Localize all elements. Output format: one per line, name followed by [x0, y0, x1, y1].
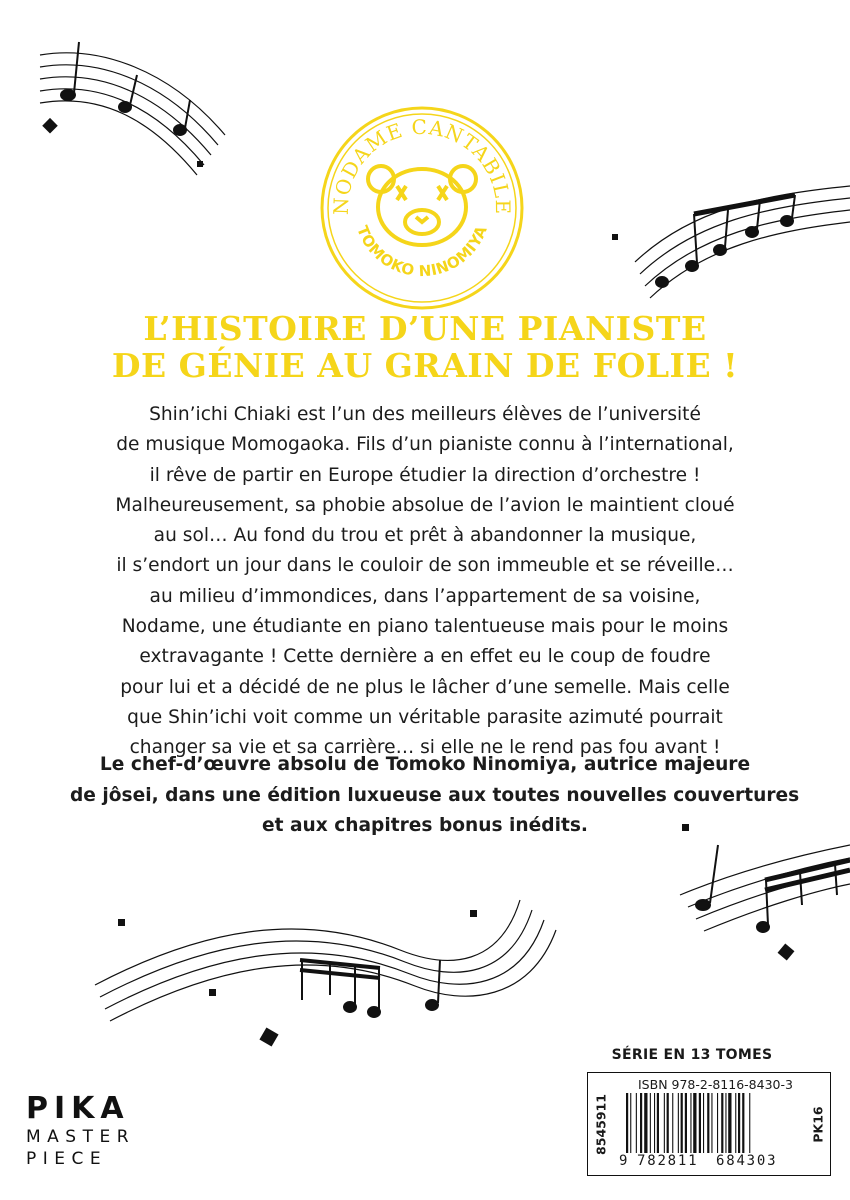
series-logo	[318, 104, 526, 312]
tagline-line: Le chef-d’œuvre absolu de Tomoko Ninomiya, autrice majeure	[99, 754, 751, 775]
synopsis-line: il s’endort un jour dans le couloir de son immeuble et se réveille…	[116, 555, 734, 577]
series-count: SÉRIE EN 13 TOMES	[611, 1047, 773, 1063]
publisher-collection-line-2: PIECE	[26, 1149, 108, 1169]
publisher-collection-line-1: MASTER	[26, 1127, 136, 1147]
synopsis-line: Nodame, une étudiante en piano talentueuse mais pour le moins	[121, 616, 729, 638]
synopsis-line: pour lui et a décidé de ne plus le lâcher d’une semelle. Mais celle	[120, 676, 730, 698]
barcode-box	[587, 1072, 831, 1176]
barcode-digit-first: 9	[619, 1153, 628, 1169]
synopsis-line: changer sa vie et sa carrière… si elle ne le rend pas fou avant !	[129, 737, 721, 759]
synopsis-line: Shin’ichi Chiaki est l’un des meilleurs élèves de l’université	[149, 404, 701, 425]
teddy-bear-emblem-icon	[318, 104, 526, 312]
headline-line-1: L’HISTOIRE D’UNE PIANISTE	[143, 309, 707, 348]
isbn-text: ISBN 978-2-8116-8430-3	[638, 1077, 793, 1092]
tagline	[70, 750, 800, 842]
logo-author: TOMOKO NINOMIYA	[353, 223, 491, 281]
synopsis-line: au sol… Au fond du trou et prêt à abandonner la musique,	[153, 525, 697, 547]
synopsis-line: Malheureusement, sa phobie absolue de l’avion le maintient cloué	[115, 494, 735, 516]
synopsis-line: que Shin’ichi voit comme un véritable parasite azimuté pourrait	[127, 706, 723, 728]
synopsis-line: de musique Momogaoka. Fils d’un pianiste connu à l’international,	[116, 434, 734, 456]
tagline-line: de jôsei, dans une édition luxueuse aux toutes nouvelles couvertures	[70, 784, 800, 806]
synopsis-line: il rêve de partir en Europe étudier la direction d’orchestre !	[149, 464, 701, 486]
headline-line-2: DE GÉNIE AU GRAIN DE FOLIE !	[111, 346, 739, 385]
publisher-name: PIKA	[26, 1091, 130, 1126]
logo-series-title: NODAME CANTABILE	[328, 114, 516, 216]
barcode-digit-group-1: 782811	[637, 1153, 699, 1169]
barcode-left-code: 8545911	[593, 1094, 609, 1155]
synopsis-line: extravagante ! Cette dernière a en effet eu le coup de foudre	[139, 646, 711, 668]
barcode-icon	[626, 1093, 786, 1155]
barcode-digit-group-2: 684303	[716, 1153, 778, 1169]
barcode-right-code: PK16	[810, 1106, 826, 1143]
synopsis-line: au milieu d’immondices, dans l’appartement de sa voisine,	[149, 585, 701, 607]
publisher-logo	[26, 1092, 135, 1170]
tagline-line: et aux chapitres bonus inédits.	[262, 815, 588, 836]
synopsis	[70, 400, 780, 764]
headline	[0, 310, 850, 384]
